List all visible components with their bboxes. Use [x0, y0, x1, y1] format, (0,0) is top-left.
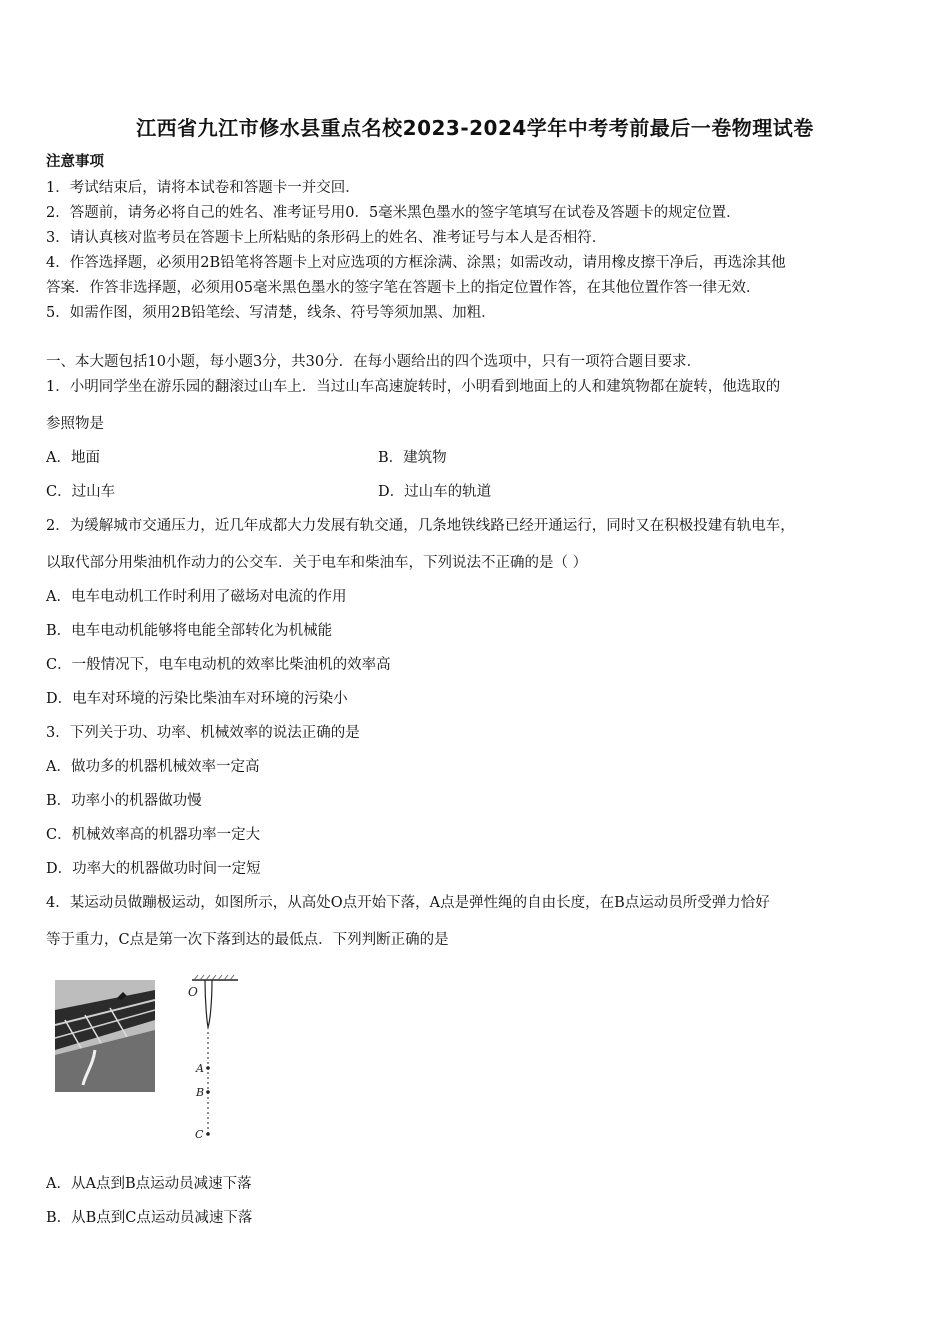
q2-option-c: C．一般情况下，电车电动机的效率比柴油机的效率高	[46, 657, 391, 673]
q1-option-b: B．建筑物	[378, 450, 447, 466]
q2-option-b: B．电车电动机能够将电能全部转化为机械能	[46, 623, 333, 639]
q2-stem-cont: 以取代部分用柴油机作动力的公交车．关于电车和柴油车，下列说法不正确的是（ ）	[46, 555, 588, 571]
notice-item-5: 5．如需作图，须用2B铅笔绘、写清楚，线条、符号等须加黑、加粗．	[46, 305, 496, 321]
notice-item-2: 2．答题前，请务必将自己的姓名、准考证号用0．5毫米黑色墨水的签字笔填写在试卷及答题卡的规定位置．	[46, 205, 741, 221]
q4-stem: 4．某运动员做蹦极运动，如图所示，从高处O点开始下落，A点是弹性绳的自由长度，在B点运动员所受弹力恰好	[46, 895, 770, 911]
label-c: C	[195, 1128, 204, 1141]
q3-option-d: D．功率大的机器做功时间一定短	[46, 861, 261, 877]
q3-option-a: A．做功多的机器机械效率一定高	[46, 759, 260, 775]
q3-option-b: B．功率小的机器做功慢	[46, 793, 202, 809]
q1-stem-cont: 参照物是	[46, 416, 104, 432]
q4-option-b: B．从B点到C点运动员减速下落	[46, 1210, 253, 1226]
label-b: B	[196, 1086, 205, 1099]
section-heading: 一、本大题包括10小题，每小题3分，共30分．在每小题给出的四个选项中，只有一项符合题目要求．	[46, 354, 702, 370]
notice-item-3: 3．请认真核对监考员在答题卡上所粘贴的条形码上的姓名、准考证号与本人是否相符．	[46, 230, 607, 246]
notice-item-1: 1．考试结束后，请将本试卷和答题卡一并交回．	[46, 180, 360, 196]
bungee-diagram	[170, 972, 250, 1147]
label-a: A	[196, 1062, 204, 1075]
q1-option-d: D．过山车的轨道	[378, 484, 492, 500]
q1-stem: 1．小明同学坐在游乐园的翻滚过山车上．当过山车高速旋转时，小明看到地面上的人和建筑物都在旋转，他选取的	[46, 379, 781, 395]
page-title: 江西省九江市修水县重点名校2023-2024学年中考考前最后一卷物理试卷	[136, 116, 814, 140]
bungee-photo-drawing	[55, 980, 155, 1092]
notice-heading: 注意事项	[46, 153, 104, 170]
notice-item-4: 4．作答选择题，必须用2B铅笔将答题卡上对应选项的方框涂满、涂黑；如需改动，请用橡皮擦干净后，再选涂其他	[46, 255, 786, 271]
q3-stem: 3．下列关于功、功率、机械效率的说法正确的是	[46, 725, 360, 741]
q2-option-a: A．电车电动机工作时利用了磁场对电流的作用	[46, 589, 347, 605]
q4-option-a: A．从A点到B点运动员减速下落	[46, 1176, 252, 1192]
q3-option-c: C．机械效率高的机器功率一定大	[46, 827, 261, 843]
q4-stem-cont: 等于重力，C点是第一次下落到达的最低点．下列判断正确的是	[46, 932, 449, 948]
q2-option-d: D．电车对环境的污染比柴油车对环境的污染小	[46, 691, 348, 707]
q1-option-a: A．地面	[46, 450, 100, 466]
q2-stem: 2．为缓解城市交通压力，近几年成都大力发展有轨交通，几条地铁线路已经开通运行，同时又在积极投建有轨电车，	[46, 518, 795, 534]
label-o: O	[188, 985, 198, 999]
notice-item-4-cont: 答案．作答非选择题，必须用05毫米黑色墨水的签字笔在答题卡上的指定位置作答，在其他位置作答一律无效．	[46, 280, 761, 296]
bungee-photo	[55, 980, 155, 1092]
q1-option-c: C．过山车	[46, 484, 116, 500]
